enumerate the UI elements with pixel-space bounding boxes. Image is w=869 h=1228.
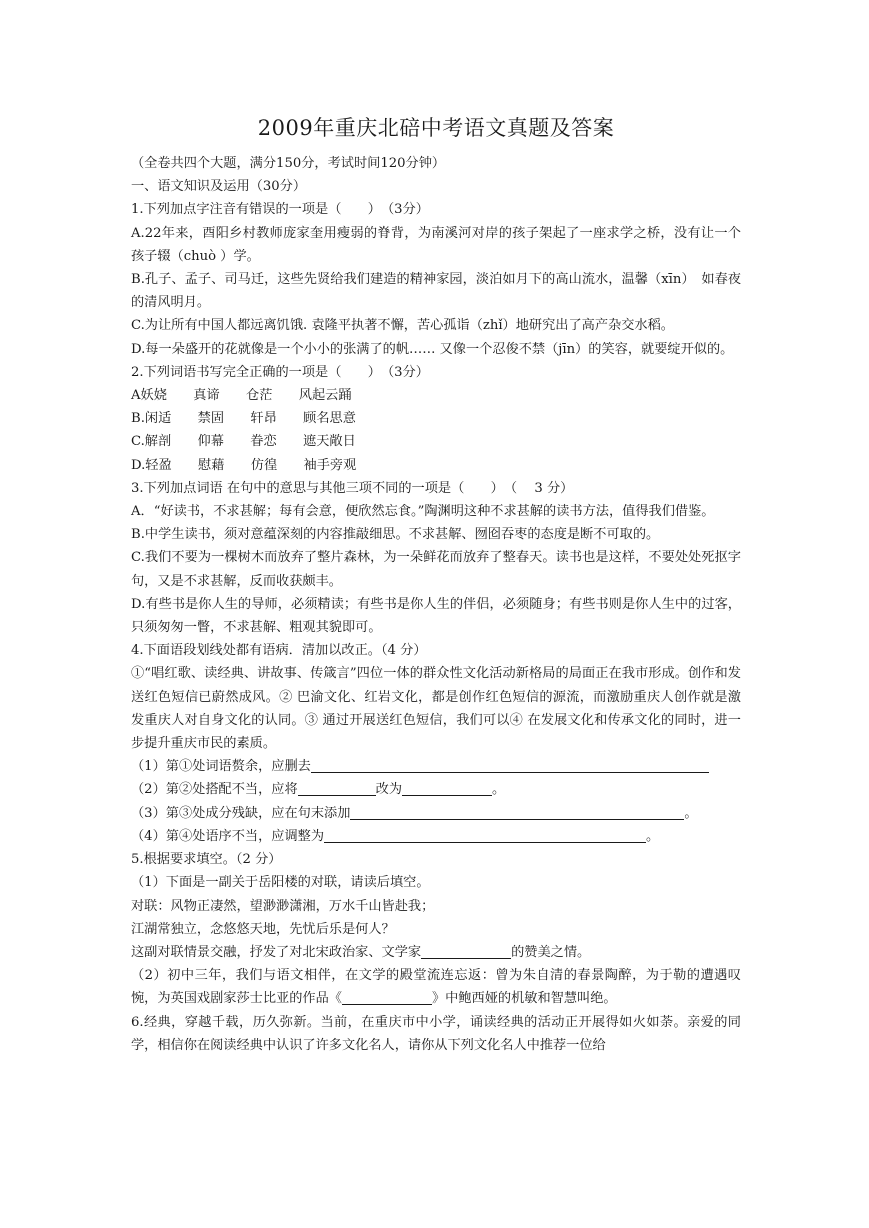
question-5-sub-1: （1）下面是一副关于岳阳楼的对联，请读后填空。 [131,875,430,891]
answer-blank[interactable] [298,780,376,796]
couplet-line-1: 对联：风物正凄然，望渺渺潇湘，万水千山皆赴我； [131,898,435,914]
question-1-option-c: C.为让所有中国人都远离饥饿. 袁隆平执著不懈，苦心孤诣（zhǐ）地研究出了高产杂交水稻。 [131,318,674,334]
question-4-stem: 4.下面语段划线处都有语病．清加以改正。（4 分） [131,643,427,659]
question-2-option-d: D.轻盈 慰藉 仿徨 袖手旁观 [131,457,357,473]
question-1-option-a: A.22年来，酉阳乡村教师庞家奎用瘦弱的脊背，为南溪河对岸的孩子架起了一座求学之桥，没有让一个孩子辍（chuò ）学。 [131,225,741,264]
question-4-sub-1-text: （1）第①处词语赘余，应删去 [131,759,311,775]
answer-blank[interactable] [402,780,492,796]
question-4-sub-1 [131,755,741,778]
question-4-sub-3-end: 。 [684,805,698,821]
question-5-sub-2-text: （2）初中三年，我们与语文相伴，在文学的殿堂流连忘返：曾为朱自清的春景陶醉，为于勒的遭遇叹惋，为英国戏剧家莎士比亚的作品《 [131,968,741,1007]
question-2-option-b: B.闲适 禁固 轩昂 顾名思意 [131,411,356,427]
question-3-option-b: B.中学生读书，须对意蕴深刻的内容推敲细思。不求甚解、囫囵吞枣的态度是断不可取的。 [131,527,660,543]
document-title: 2009年重庆北碚中考语文真题及答案 [257,116,615,140]
question-1-stem: 1.下列加点字注音有错误的一项是（ ） （3分） [131,202,429,218]
section-heading: 一、语文知识及运用（30分） [131,179,307,195]
question-4-sub-4 [131,825,741,848]
question-1-option-d: D.每一朵盛开的花就像是一个小小的张满了的帆…… 又像一个忍俊不禁（jīn）的笑容，就要绽开似的。 [131,341,734,357]
question-5-sub-1-end: 的赞美之情。 [511,944,591,960]
question-3-option-a: A．“好读书，不求甚解；每有会意，便欣然忘食。”陶渊明这种不求甚解的读书方法，值得我们借鉴。 [131,504,715,520]
exam-intro: （全卷共四个大题，满分150分，考试时间120分钟） [131,156,446,171]
question-4-sub-4-end: 。 [646,828,660,844]
question-4-passage: ①“唱红歌、读经典、讲故事、传箴言”四位一体的群众性文化活动新格局的局面正在我市形成。创作和发送红色短信已蔚然成风。② 巴渝文化、红岩文化，都是创作红色短信的源流，而激励重庆人创作就是激发重庆人对自身文化的认同。③ 通过开展送红色短信，我们可以④ 在发展文化和传承文化的同时，进一步提升重庆市民的素质。 [131,666,741,752]
question-5-sub-2 [131,964,741,1010]
question-5-stem: 5.根据要求填空。（2 分） [131,852,282,868]
couplet-line-2: 江湖常独立，念悠悠天地，先忧后乐是何人？ [131,921,395,937]
question-4-sub-2-text: （2）第②处搭配不当，应将 [131,782,298,798]
question-5-sub-1-fill [131,941,741,964]
question-5-sub-2-end: 》中鲍西娅的机敏和智慧叫绝。 [432,991,617,1007]
answer-blank[interactable] [311,757,709,773]
question-1-option-b: B.孔子、孟子、司马迁，这些先贤给我们建造的精神家园，淡泊如月下的高山流水，温馨（xīn） 如春夜的清风明月。 [131,272,741,311]
question-3-stem: 3.下列加点词语 在句中的意思与其他三项不同的一项是（ ） （ 3 分） [131,480,574,496]
answer-blank[interactable] [350,804,684,820]
answer-blank[interactable] [324,827,646,843]
question-4-sub-2 [131,778,741,801]
question-4-sub-3 [131,802,741,825]
question-2-option-c: C.解剖 仰幕 眷恋 遮天敞日 [131,434,356,450]
question-3-option-c: C.我们不要为一棵树木而放弃了整片森林，为一朵鲜花而放弃了整春天。读书也是这样，不要处处死抠字句，又是不求甚解，反而收获颇丰。 [131,550,741,589]
question-3-option-d: D.有些书是你人生的导师，必须精读；有些书是你人生的伴侣，必须随身；有些书则是你人生中的过客，只须匆匆一瞥，不求甚解、粗观其貌即可。 [131,596,741,636]
answer-blank[interactable] [421,943,511,959]
answer-blank[interactable] [342,989,432,1005]
question-5-sub-1-text: 这副对联情景交融，抒发了对北宋政治家、文学家 [131,944,422,960]
question-4-sub-2-end: 。 [492,782,506,798]
question-4-sub-4-text: （4）第④处语序不当，应调整为 [131,828,325,844]
document-page [131,113,741,1057]
question-2-option-a: A妖娆 真谛 仓茫 风起云踊 [131,388,352,404]
question-2-stem: 2.下列词语书写完全正确的一项是（ ） （3分） [131,364,429,380]
question-4-sub-2-mid: 改为 [375,782,403,798]
question-4-sub-3-text: （3）第③处成分残缺，应在句末添加 [131,805,351,821]
question-6-text: 6.经典，穿越千载，历久弥新。当前，在重庆市中小学，诵读经典的活动正开展得如火如荼。亲爱的同学，相信你在阅读经典中认识了许多文化名人，请你从下列文化名人中推荐一位给 [131,1014,741,1053]
